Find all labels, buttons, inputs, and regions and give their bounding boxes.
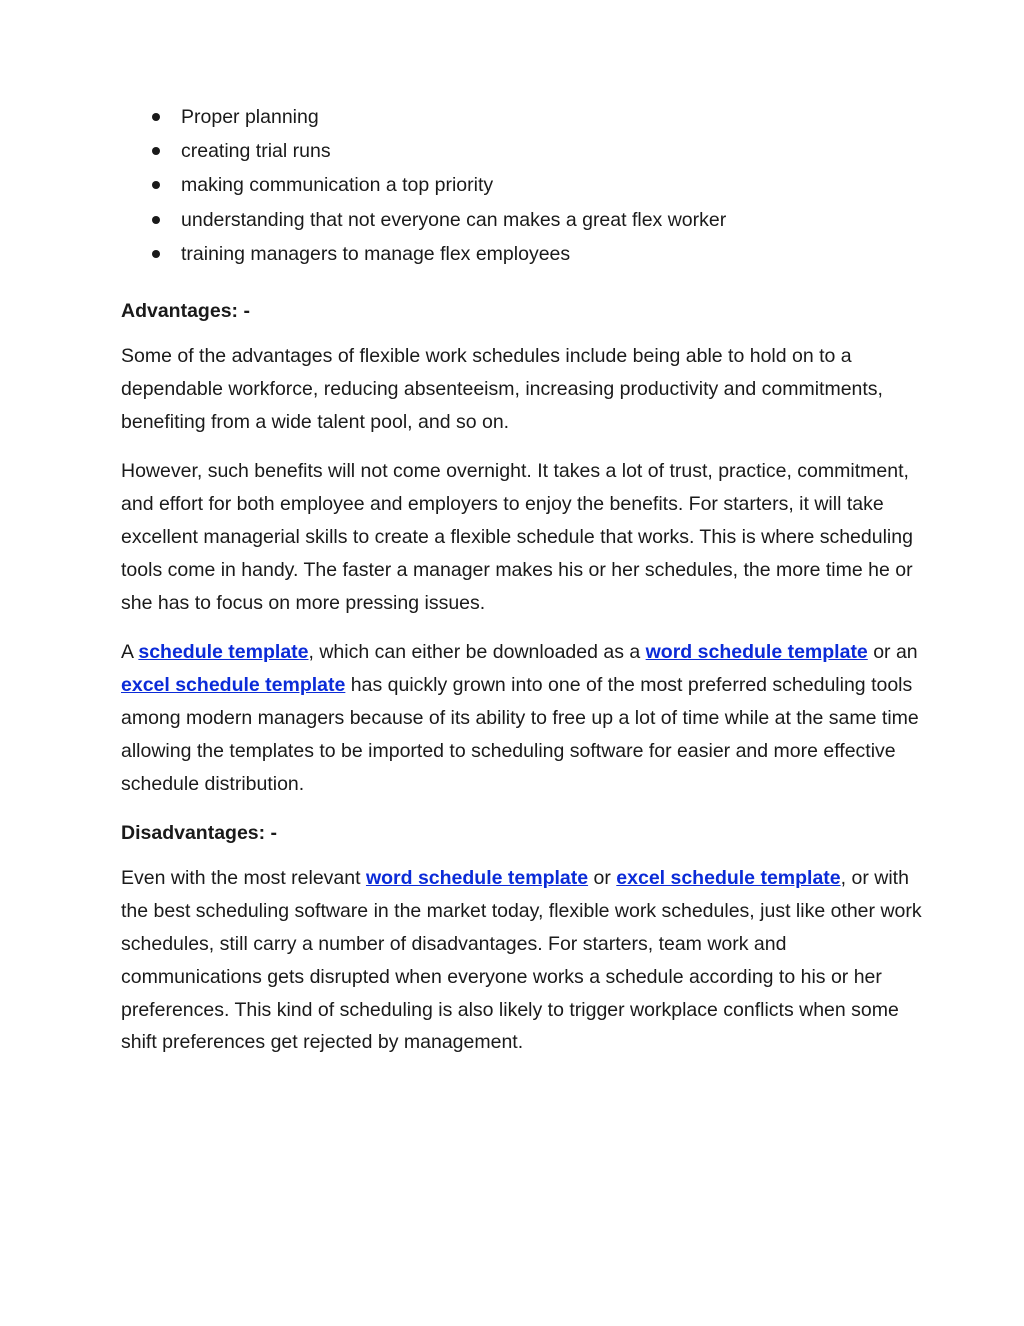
advantages-paragraph-1: Some of the advantages of flexible work schedules include being able to hold on to a dependable workforce, reducing absenteeism, increasing productivity and commitments, benefiting from a wide talent pool, and so on. [121,345,883,433]
excel-schedule-template-link[interactable]: excel schedule template [121,674,346,697]
bullet-icon [152,147,160,155]
word-schedule-template-link[interactable]: word schedule template [645,641,868,664]
advantages-paragraph-3 [121,636,930,800]
advantages-heading: Advantages: - [121,300,250,323]
paragraph-text: , which can either be downloaded as a [308,641,646,664]
disadvantages-heading: Disadvantages: - [121,822,278,845]
disadvantages-paragraph-1 [121,862,930,1059]
paragraph-text: or an [867,641,918,664]
list-item [181,134,930,168]
list-item [181,100,930,134]
bullet-icon [152,250,160,258]
list-item-text: training managers to manage flex employees [181,242,571,265]
list-item-text: Proper planning [181,106,319,128]
bullet-icon [152,113,160,121]
paragraph-text: A [121,641,139,664]
paragraph-text: , or with the best scheduling software in the market today, flexible work schedules, just like other work schedules, still carry a number of disadvantages. For starters, team work and communications gets disrupted when everyone works a schedule according to his or her preferences. This kind of scheduling is also likely to trigger workplace conflicts when some shift preferences get rejected by management. [121,867,922,1054]
paragraph-text: or [588,867,617,890]
list-item [181,203,930,237]
schedule-template-link[interactable]: schedule template [138,641,309,664]
paragraph-text: Even with the most relevant [121,867,366,890]
list-item-text: making communication a top priority [181,174,494,197]
bullet-icon [152,216,160,224]
bullet-icon [152,181,160,189]
list-item-text: understanding that not everyone can makes a great flex worker [181,208,727,231]
word-schedule-template-link[interactable]: word schedule template [365,867,589,890]
list-item [181,237,930,271]
advantages-paragraph-2: However, such benefits will not come overnight. It takes a lot of trust, practice, commitment, and effort for both employee and employers to enjoy the benefits. For starters, it will take excellent managerial skills to create a flexible schedule that works. This is where scheduling tools come in handy. The faster a manager makes his or her schedules, the more time he or she has to focus on more pressing issues. [121,460,913,614]
excel-schedule-template-link[interactable]: excel schedule template [616,867,841,890]
list-item-text: creating trial runs [181,140,331,163]
bullet-list [121,100,930,271]
list-item [181,168,930,202]
paragraph-text: has quickly grown into one of the most preferred scheduling tools among modern managers because of its ability to free up a lot of time while at the same time allowing the templates to be imported to scheduling software for easier and more effective schedule distribution. [121,674,919,795]
